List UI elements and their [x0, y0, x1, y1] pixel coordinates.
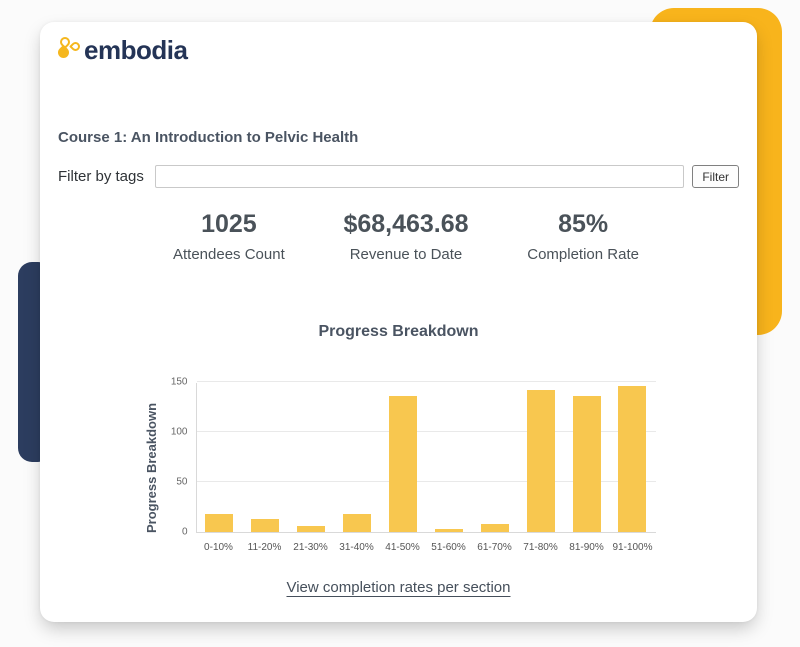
x-tick-label-81-90%: 81-90% — [569, 542, 604, 553]
chart-bar-0-10% — [205, 514, 233, 532]
chart-bar-11-20% — [251, 519, 279, 532]
embodia-leaf-icon — [58, 36, 82, 64]
y-tick-label-0: 0 — [181, 526, 188, 538]
progress-breakdown-chart — [58, 376, 739, 553]
filter-input[interactable] — [155, 165, 684, 188]
x-tick-label-51-60%: 51-60% — [431, 542, 466, 553]
bars-container — [197, 383, 656, 532]
x-tick-label-31-40%: 31-40% — [339, 542, 374, 553]
x-tick-label-11-20%: 11-20% — [247, 542, 282, 553]
gridline-150 — [197, 381, 656, 382]
stats-row — [58, 210, 739, 263]
x-tick-label-21-30%: 21-30% — [293, 542, 328, 553]
chart-bar-71-80% — [527, 390, 555, 532]
completion-rate-label: Completion Rate — [527, 246, 639, 263]
revenue-value: $68,463.68 — [343, 210, 469, 238]
attendees-count-label: Attendees Count — [173, 246, 285, 263]
embodia-logo[interactable] — [58, 35, 739, 65]
y-tick-label-50: 50 — [176, 476, 188, 488]
filter-button[interactable]: Filter — [692, 165, 739, 188]
stat-attendees — [173, 210, 285, 263]
chart-bar-41-50% — [389, 396, 417, 532]
x-tick-label-0-10%: 0-10% — [204, 542, 233, 553]
chart-bar-21-30% — [297, 526, 325, 532]
completion-rate-value: 85% — [558, 210, 609, 238]
x-tick-label-71-80%: 71-80% — [523, 542, 558, 553]
stat-completion — [527, 210, 639, 263]
chart-title: Progress Breakdown — [318, 323, 479, 340]
course-title: Course 1: An Introduction to Pelvic Health — [58, 129, 359, 146]
filter-label: Filter by tags — [58, 168, 144, 185]
chart-plot-area — [170, 376, 656, 538]
stat-revenue — [343, 210, 468, 263]
filter-row — [58, 165, 739, 188]
y-tick-label-100: 100 — [170, 426, 188, 438]
chart-bar-91-100% — [618, 386, 646, 532]
y-tick-label-150: 150 — [170, 376, 188, 388]
x-axis-labels — [196, 542, 656, 553]
x-tick-label-41-50%: 41-50% — [385, 542, 420, 553]
attendees-count-value: 1025 — [201, 210, 257, 238]
y-axis-title: Progress Breakdown — [143, 402, 159, 534]
chart-bar-51-60% — [435, 529, 463, 532]
chart-bar-81-90% — [573, 396, 601, 532]
revenue-label: Revenue to Date — [349, 246, 463, 263]
logo-text: embodia — [84, 35, 188, 65]
chart-bar-31-40% — [343, 514, 371, 532]
view-completion-rates-link[interactable]: View completion rates per section — [286, 579, 511, 596]
content-card — [40, 22, 757, 622]
chart-bar-61-70% — [481, 524, 509, 532]
x-tick-label-61-70%: 61-70% — [477, 542, 512, 553]
x-tick-label-91-100%: 91-100% — [612, 542, 653, 553]
